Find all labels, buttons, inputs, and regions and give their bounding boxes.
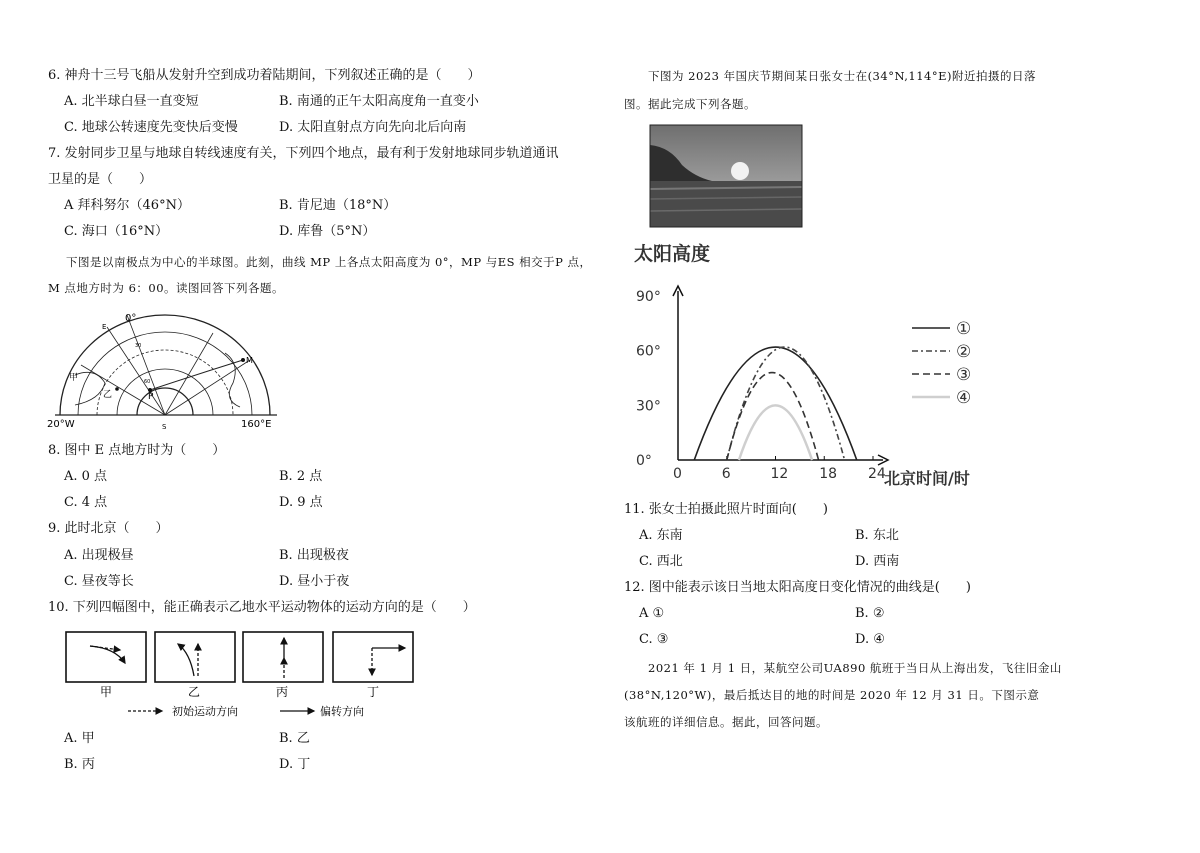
q10-direction-panels [60,628,420,720]
south-pole-hemisphere-map [45,305,285,430]
x-tick-label: 0 [673,466,682,482]
panel-label-bing: 丙 [276,685,289,699]
photo-intro-line2: 图。据此完成下列各题。 [624,97,756,111]
chart-title: 太阳高度 [634,243,711,265]
map-intro-line2: M 点地方时为 6：00。读图回答下列各题。 [48,281,285,295]
map-intro-line1: 下图是以南极点为中心的半球图。此刻，曲线 MP 上各点太阳高度为 0°，MP 与ES 相交于P 点， [66,255,592,269]
series-line-4 [739,405,812,460]
map-label-s: S [162,423,167,431]
map-label-lat60: 60 [144,379,151,385]
q12-option-d[interactable]: D. ④ [855,632,885,647]
x-axis-label: 北京时间/时 [884,469,970,488]
q9-option-b[interactable]: B. 出现极夜 [279,548,349,563]
flight-intro-line1: 2021 年 1 月 1 日，某航空公司UA890 航班于当日从上海出发，飞往旧金山 [648,661,1062,675]
y-tick-label: 60° [636,343,661,360]
q6-option-d[interactable]: D. 太阳直射点方向先向北后向南 [279,120,467,135]
q10-option-d[interactable]: D. 丁 [279,757,311,772]
q6-option-c[interactable]: C. 地球公转速度先变快后变慢 [64,120,238,135]
legend-initial-direction: 初始运动方向 [172,705,238,718]
q7-stem-line2: 卫星的是（ ） [48,172,153,187]
legend-label: ③ [956,365,972,385]
q8-option-d[interactable]: D. 9 点 [279,495,323,510]
q11-option-b[interactable]: B. 东北 [855,528,899,543]
q11-option-c[interactable]: C. 西北 [639,554,683,569]
q10-option-b[interactable]: B. 乙 [279,731,310,746]
y-tick-label: 30° [636,398,661,415]
q8-option-c[interactable]: C. 4 点 [64,495,108,510]
panel-label-jia: 甲 [100,685,113,699]
series-line-1 [694,347,857,460]
map-label-lat30: 30 [135,343,142,349]
q7-option-b[interactable]: B. 肯尼迪（18°N） [279,198,397,213]
map-label-160e: 160°E [241,419,272,430]
q7-option-c[interactable]: C. 海口（16°N） [64,224,169,239]
panel-label-ding: 丁 [367,685,380,699]
q7-option-a[interactable]: A 拜科努尔（46°N） [64,198,190,213]
q11-option-a[interactable]: A. 东南 [639,528,683,543]
y-tick-label: 0° [636,453,652,469]
flight-intro-line2: (38°N,120°W)，最后抵达目的地的时间是 2020 年 12 月 31 日。下图示意 [624,688,1040,702]
q11-option-d[interactable]: D. 西南 [855,554,900,569]
q12-stem: 12. 图中能表示该日当地太阳高度日变化情况的曲线是( ) [624,580,971,595]
map-label-20w: 20°W [47,419,75,430]
photo-intro-line1: 下图为 2023 年国庆节期间某日张女士在(34°N,114°E)附近拍摄的日落 [648,69,1037,83]
x-tick-label: 18 [819,466,838,482]
q10-option-a[interactable]: A. 甲 [64,731,95,746]
q10-option-c[interactable]: B. 丙 [64,757,95,772]
q9-option-d[interactable]: D. 昼小于夜 [279,574,350,589]
q6-option-a[interactable]: A. 北半球白昼一直变短 [64,94,199,109]
q8-stem: 8. 图中 E 点地方时为（ ） [48,443,226,458]
q9-option-c[interactable]: C. 昼夜等长 [64,574,134,589]
q7-stem-line1: 7. 发射同步卫星与地球自转线速度有关，下列四个地点，最有利于发射地球同步轨道通讯 [48,146,559,161]
map-label-p: P [148,392,154,402]
q9-option-a[interactable]: A. 出现极昼 [64,548,134,563]
map-label-jia: 甲 [69,373,79,383]
panel-label-yi: 乙 [188,685,201,699]
q9-stem: 9. 此时北京（ ） [48,521,169,536]
x-tick-label: 24 [868,466,886,482]
map-label-0deg: 0° [125,313,137,324]
y-tick-label: 90° [636,289,661,305]
map-label-e: E [102,323,107,331]
q8-option-b[interactable]: B. 2 点 [279,469,323,484]
legend-label: ② [956,342,972,362]
series-line-3 [727,373,819,460]
legend-label: ① [956,319,972,339]
q7-option-d[interactable]: D. 库鲁（5°N） [279,224,376,239]
sunset-photo [650,125,802,227]
map-label-yi: 乙 [103,390,113,400]
q12-option-b[interactable]: B. ② [855,606,885,621]
legend-deflection-direction: 偏转方向 [320,705,364,718]
q11-stem: 11. 张女士拍摄此照片时面向( ) [624,502,828,517]
legend-label: ④ [956,388,972,408]
sun-altitude-chart [628,236,1000,492]
q10-stem: 10. 下列四幅图中，能正确表示乙地水平运动物体的运动方向的是（ ） [48,600,476,615]
q8-option-a[interactable]: A. 0 点 [64,469,108,484]
q6-option-b[interactable]: B. 南通的正午太阳高度角一直变小 [279,94,479,109]
q6-stem: 6. 神舟十三号飞船从发射升空到成功着陆期间，下列叙述正确的是（ ） [48,68,481,83]
x-tick-label: 12 [770,466,789,482]
map-label-m: M [246,356,253,365]
x-tick-label: 6 [721,466,731,482]
q12-option-a[interactable]: A ① [639,606,665,621]
flight-intro-line3: 该航班的详细信息。据此，回答问题。 [624,715,828,729]
q12-option-c[interactable]: C. ③ [639,632,669,647]
